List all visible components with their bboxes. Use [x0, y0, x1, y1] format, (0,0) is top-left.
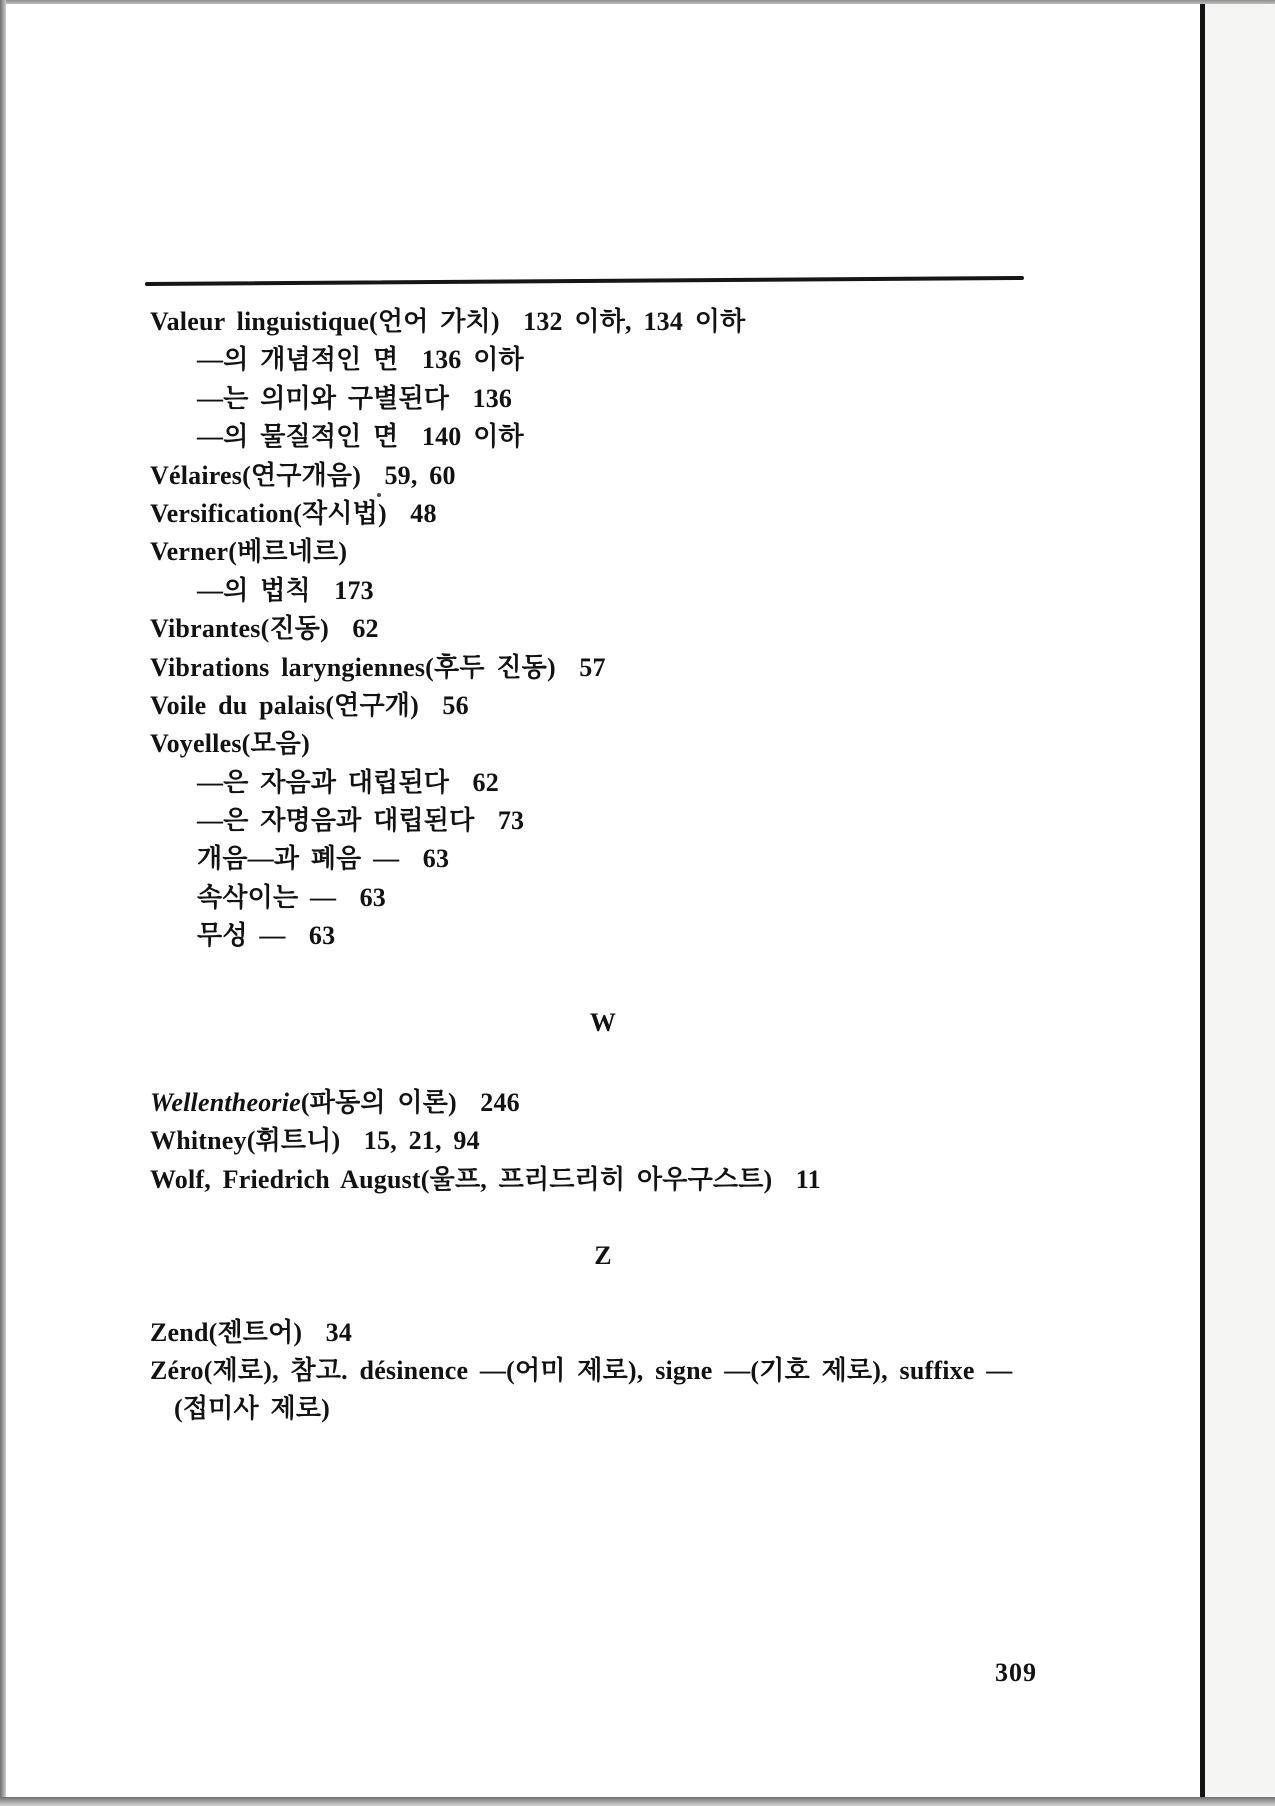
book-page [6, 4, 1205, 1797]
index-entry-line [150, 802, 1056, 840]
index-entry-line [150, 303, 1056, 341]
entry-text: Voile du palais(연구개) 56 [150, 690, 469, 720]
entry-text: 속삭이는 — 63 [197, 882, 386, 912]
index-entry-line [150, 840, 1056, 878]
index-entry-line [150, 764, 1056, 802]
index-entry-line [150, 610, 1056, 648]
entry-text: Zend(젠트어) 34 [150, 1317, 353, 1347]
index-entry-line [150, 380, 1056, 418]
entry-text: Wolf, Friedrich August(울프, 프리드리히 아우구스트) 11 [150, 1164, 821, 1194]
index-entry-line [150, 533, 1056, 571]
index-entry-line [150, 1084, 1056, 1122]
entry-text: 개음—과 폐음 — 63 [197, 844, 450, 874]
entry-text: —는 의미와 구별된다 136 [197, 383, 513, 413]
entry-text: 무성 — 63 [197, 921, 336, 951]
index-entry-line [150, 649, 1056, 687]
index-entry-line [150, 725, 1056, 763]
index-text-block [150, 303, 1056, 1429]
entry-text: Zéro(제로), 참고. désinence —(어미 제로), signe —(기호 제로), suffixe — [150, 1355, 1013, 1385]
index-entry-line [150, 418, 1056, 456]
section-heading-z: Z [594, 1241, 612, 1271]
entry-text: Valeur linguistique(언어 가치) 132 이하, 134 이하 [150, 307, 746, 336]
entry-text: —의 법칙 173 [197, 575, 374, 605]
entry-text: Vélaires(연구개음) 59, 60 [150, 460, 456, 490]
scan-bottom-edge [0, 1797, 1275, 1806]
index-entry-line [150, 341, 1056, 379]
entry-text: Verner(베르네르) [150, 537, 348, 567]
index-entry-line [150, 879, 1056, 917]
entry-text: (접미사 제로) [174, 1394, 330, 1424]
entry-text: Vibrantes(진동) 62 [150, 614, 379, 644]
index-entry-line [150, 917, 1056, 955]
entry-text: Voyelles(모음) [150, 729, 310, 759]
index-entry-line [150, 1314, 1056, 1352]
index-entry-line [150, 687, 1056, 725]
entry-text: (파동의 이론) 246 [300, 1088, 520, 1118]
entry-text: Vibrations laryngiennes(후두 진동) 57 [150, 652, 606, 682]
index-entry-line [150, 572, 1056, 610]
index-entry-line [150, 1161, 1056, 1199]
entry-text: —의 개념적인 면 136 이하 [197, 345, 524, 375]
index-entry-line [150, 1390, 1056, 1428]
page-number: 309 [995, 1658, 1037, 1687]
index-entry-line [150, 495, 1056, 533]
entry-text: —의 물질적인 면 140 이하 [197, 422, 524, 452]
entry-text: Versification(작시법) 48 [150, 498, 437, 528]
index-entry-line [150, 1122, 1056, 1160]
section-divider-rule [145, 276, 1024, 286]
entry-text: —은 자음과 대립된다 62 [197, 767, 499, 797]
entry-text: —은 자명음과 대립된다 73 [197, 806, 525, 836]
entry-italic-term: Wellentheorie [150, 1088, 301, 1118]
index-entry-line [150, 1352, 1056, 1390]
index-entry-line [150, 457, 1056, 495]
entry-text: Whitney(휘트니) 15, 21, 94 [150, 1126, 480, 1156]
section-heading-w: W [589, 1007, 617, 1037]
